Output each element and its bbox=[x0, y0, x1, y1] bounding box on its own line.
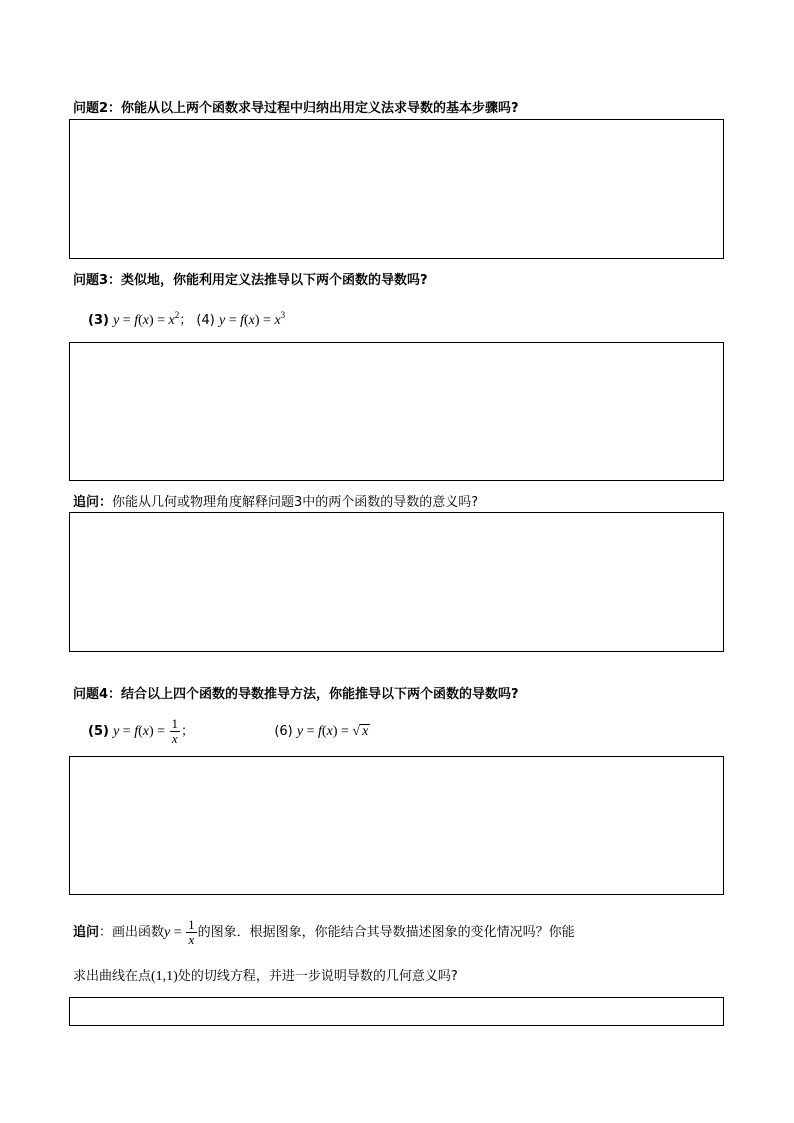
item-3-formula: $y = f(x) = x^2$ bbox=[113, 310, 180, 328]
item-5-separator: ； bbox=[181, 724, 195, 739]
question-2-label: 问题2： bbox=[73, 101, 122, 116]
item-3-number: (3) bbox=[88, 313, 109, 328]
question-2-text: 你能从以上两个函数求导过程中归纳出用定义法求导数的基本步骤吗? bbox=[121, 101, 519, 116]
followup-2-text-a: ：画出函数 bbox=[99, 925, 165, 940]
item-4-formula: $y = f(x) = x^3$ bbox=[218, 310, 286, 328]
question-3 bbox=[73, 272, 428, 290]
question-3-formulas bbox=[88, 312, 285, 330]
followup-1 bbox=[73, 494, 478, 512]
followup-2-line-2 bbox=[73, 968, 458, 986]
followup-2-point: (1,1) bbox=[151, 969, 178, 984]
followup-1-text: 你能从几何或物理角度解释问题3中的两个函数的导数的意义吗? bbox=[112, 495, 479, 510]
question-3-text: 类似地，你能利用定义法推导以下两个函数的导数吗? bbox=[121, 273, 428, 288]
item-5-number: (5) bbox=[88, 724, 109, 739]
followup-2-function: y = $\frac{1}{x}$ bbox=[164, 917, 195, 948]
item-3-separator: ； bbox=[179, 313, 193, 328]
followup-2-text-d: 处的切线方程，并进一步说明导数的几何意义吗? bbox=[177, 969, 458, 984]
followup-2-label: 追问 bbox=[73, 925, 100, 940]
question-4-formulas bbox=[88, 717, 370, 747]
answer-box-question-2[interactable] bbox=[69, 119, 724, 259]
followup-2-fraction: $\frac{1}{x}$ bbox=[188, 917, 195, 948]
question-4-label: 问题4： bbox=[73, 687, 122, 702]
item-4-number: (4) bbox=[196, 313, 215, 328]
answer-box-followup-1[interactable] bbox=[69, 512, 724, 652]
followup-2-line-1 bbox=[73, 918, 575, 948]
item-6-number: (6) bbox=[274, 724, 293, 739]
item-6-formula: y = f(x) = √ x bbox=[297, 724, 370, 739]
item-5-formula: y = f(x) = $\frac{1}{x}$ bbox=[113, 716, 179, 747]
question-2 bbox=[73, 100, 519, 118]
item-6-sqrt: √ x bbox=[352, 724, 369, 739]
followup-1-label: 追问： bbox=[73, 495, 113, 510]
question-4-text: 结合以上四个函数的导数推导方法，你能推导以下两个函数的导数吗? bbox=[121, 687, 519, 702]
question-4 bbox=[73, 686, 519, 704]
item-5-fraction: $\frac{1}{x}$ bbox=[171, 716, 179, 747]
followup-2-text-b: 的图象．根据图象，你能结合其导数描述图象的变化情况吗？你能 bbox=[197, 925, 575, 940]
answer-box-question-4[interactable] bbox=[69, 756, 724, 895]
answer-box-followup-2[interactable] bbox=[69, 997, 724, 1026]
answer-box-question-3[interactable] bbox=[69, 342, 724, 481]
followup-2-text-c: 求出曲线在点 bbox=[73, 969, 152, 984]
question-3-label: 问题3： bbox=[73, 273, 122, 288]
